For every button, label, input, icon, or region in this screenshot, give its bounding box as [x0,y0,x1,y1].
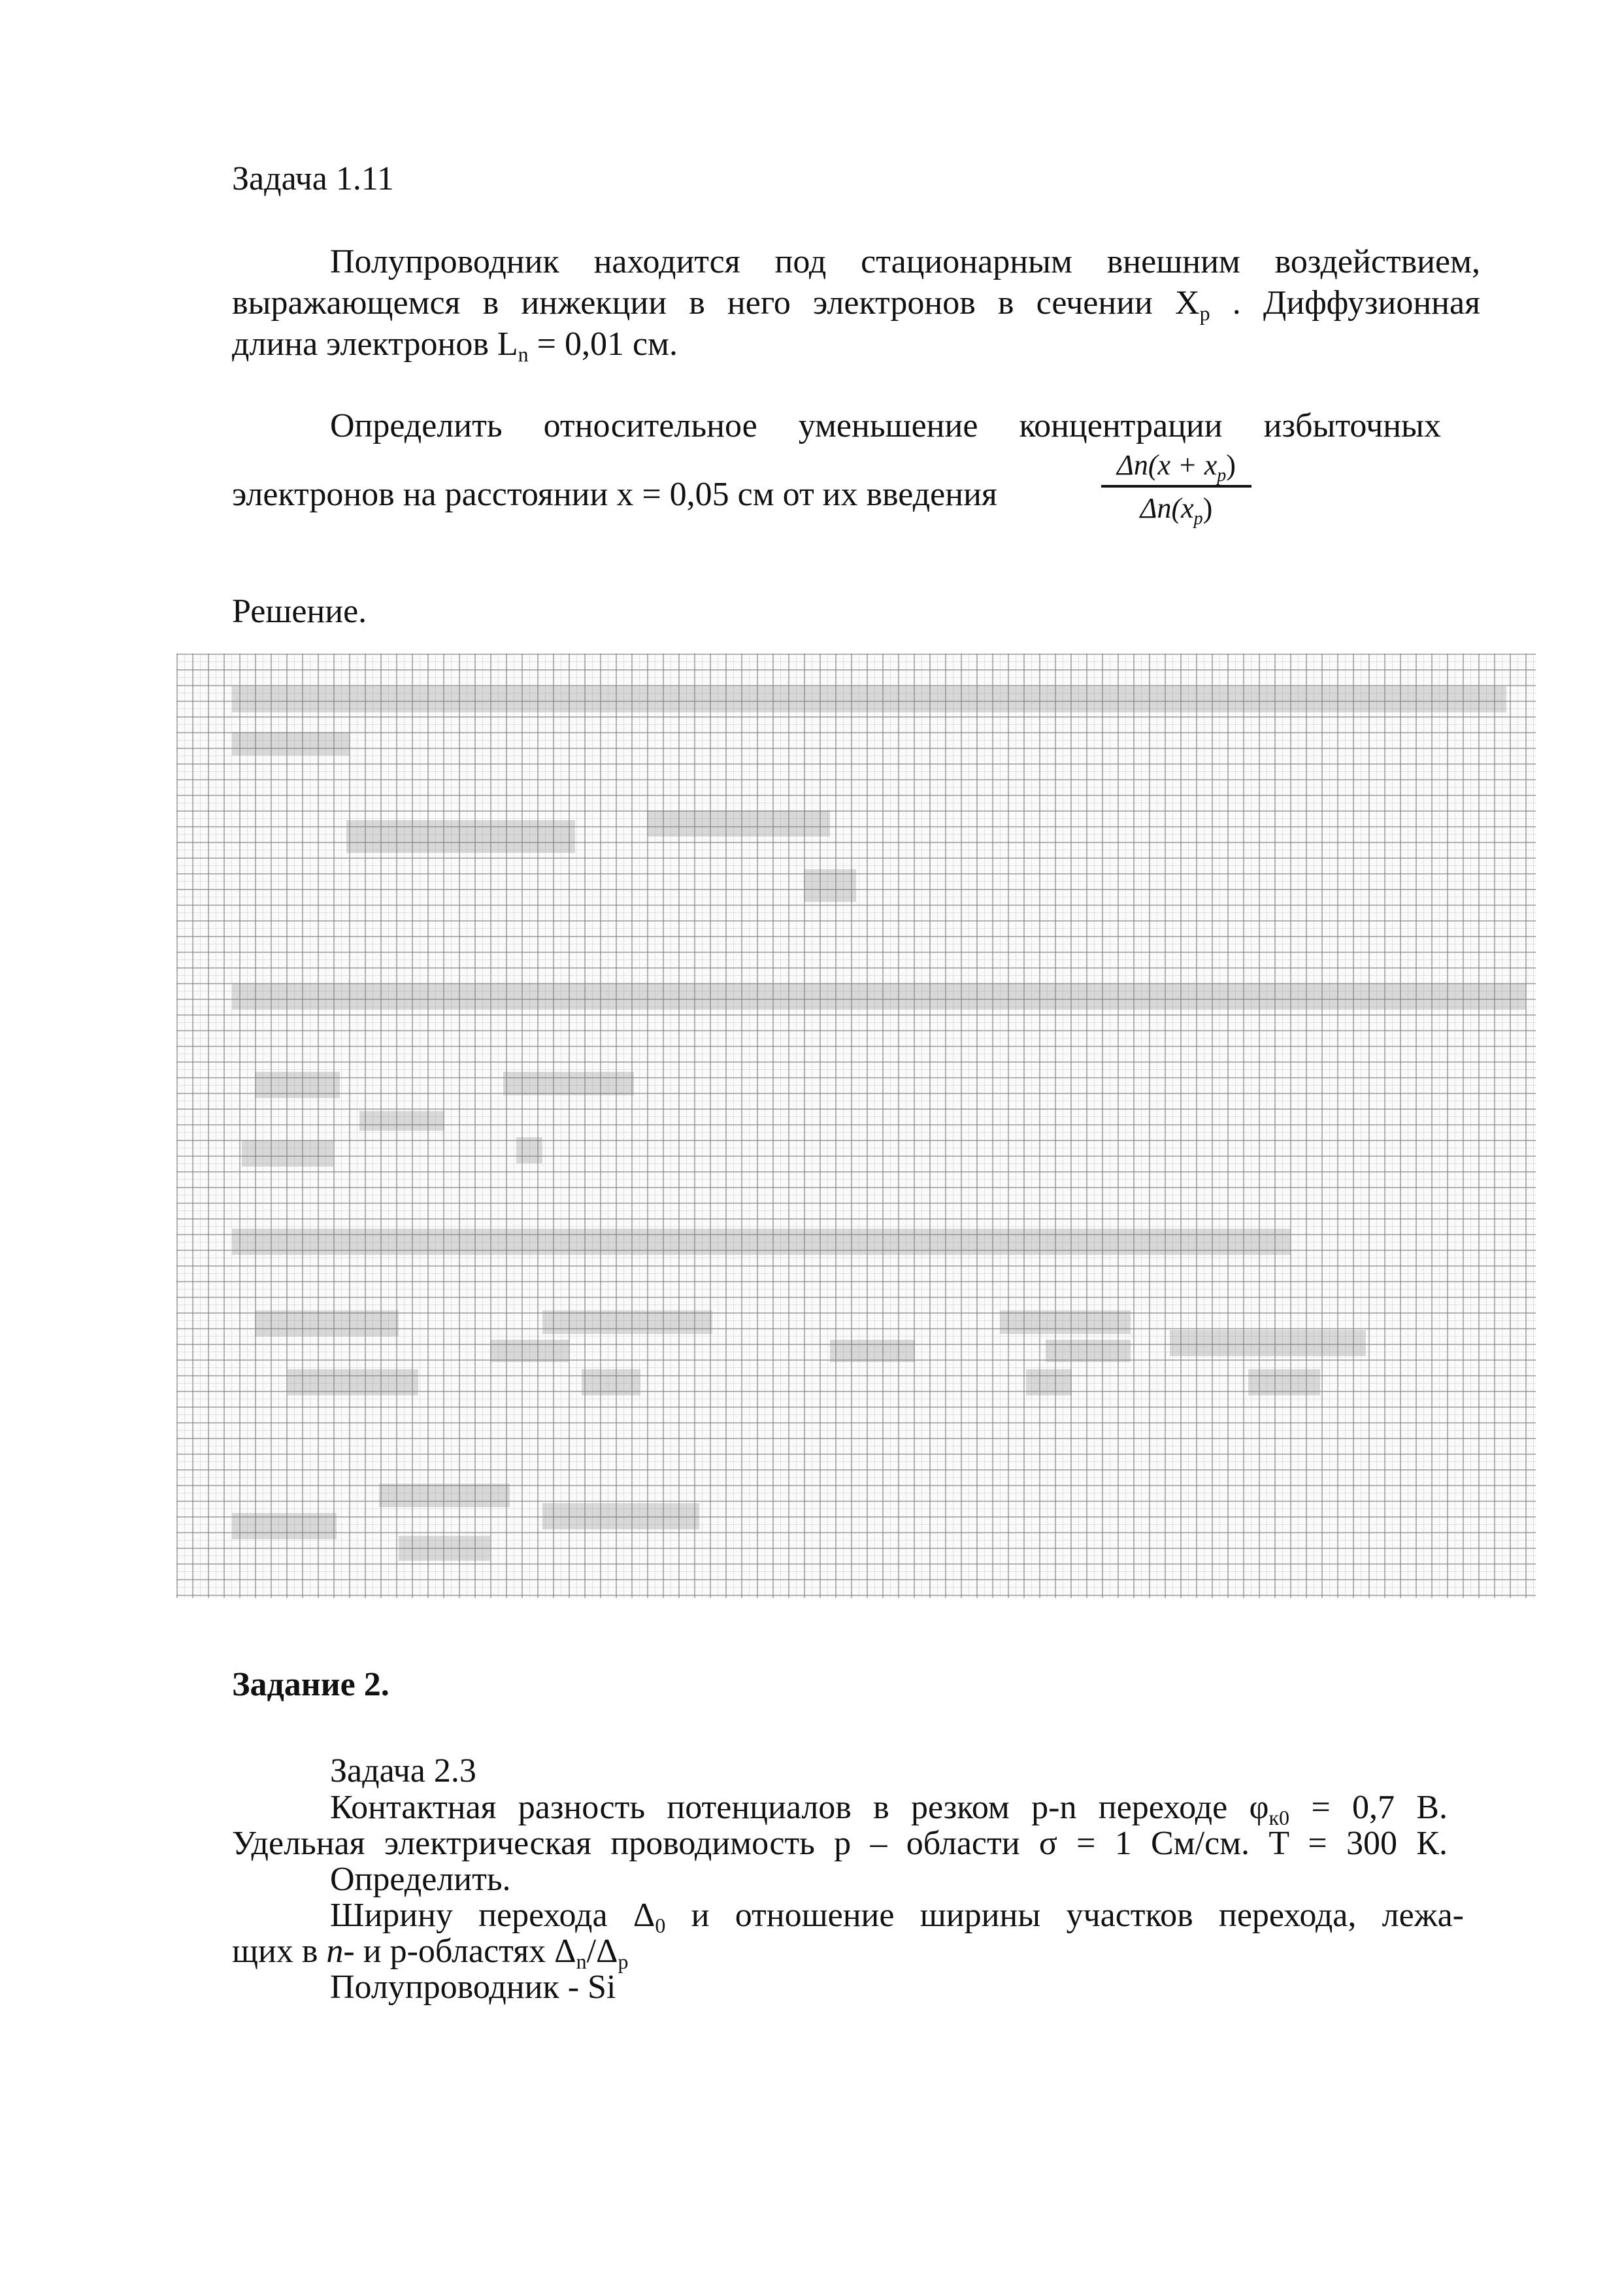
problem-text-line [232,325,678,366]
problem-text-line [330,1897,1464,1937]
subscript: p [618,1950,629,1973]
obscured-block [255,1310,399,1337]
obscured-block [379,1484,510,1507]
text-fragment: . Диффузионная [1210,284,1480,322]
formula-text: ) [1226,449,1236,481]
obscured-block [647,810,830,837]
obscured-block [542,1503,699,1529]
text-fragment: длина электронов L [232,325,518,363]
obscured-block [1000,1310,1131,1334]
obscured-block [242,1140,333,1167]
obscured-block [542,1310,712,1334]
obscured-block [232,732,350,756]
obscured-block [232,1229,1291,1255]
task-title: Задача 2.3 [330,1752,476,1789]
text-fragment: выражающемся в инжекции в него электронов в сечении X [232,284,1200,322]
obscured-block [232,984,1526,1010]
formula-text: Δn(x [1140,492,1194,524]
obscured-block [346,820,575,853]
obscured-block [232,1513,337,1539]
obscured-block [490,1340,569,1362]
problem-text-line [330,1789,1448,1829]
text-fragment: Контактная разность потенциалов в резком p-n переходе φ [330,1789,1269,1826]
text-fragment: = 0,01 см. [528,325,678,363]
subscript: n [518,342,529,366]
obscured-block [359,1111,444,1131]
obscured-block [830,1340,915,1362]
text-fragment: = 0,7 В. [1289,1789,1448,1826]
formula-text: ) [1202,492,1213,524]
solution-label: Решение. [232,593,367,630]
problem-text-line: Полупроводник находится под стационарным внешним воздействием, [330,243,1480,280]
text-fragment: /Δ [586,1933,618,1970]
problem-text-line [232,1933,629,1973]
problem-text-line [232,284,1480,325]
obscured-block [1026,1369,1072,1395]
subscript: n [576,1950,587,1973]
problem-text-line: Определить относительное уменьшение концентрации избыточных [330,407,1441,444]
section-heading: Задание 2. [232,1666,389,1703]
problem-text-line: Полупроводник - Si [330,1969,616,2006]
fraction-numerator [1101,451,1251,485]
obscured-block [399,1536,490,1561]
fraction-denominator [1101,492,1251,529]
obscured-block [1170,1330,1366,1356]
problem-text-line: электронов на расстоянии x = 0,05 см от их введения [232,476,997,513]
obscured-block [804,869,856,902]
fraction-bar [1101,485,1251,488]
problem-text-line: Удельная электрическая проводимость p – области σ = 1 См/см. T = 300 К. [232,1825,1448,1862]
obscured-block [516,1137,542,1163]
obscured-block [503,1072,634,1095]
subscript: p [1199,301,1210,325]
obscured-block [582,1369,640,1395]
text-fragment-italic: n [326,1933,344,1970]
text-fragment: щих в [232,1933,327,1970]
task-title: Задача 1.11 [232,160,394,197]
text-fragment: Ширину перехода Δ [330,1897,655,1934]
subscript: к0 [1268,1806,1290,1829]
fraction-formula [1101,449,1251,529]
obscured-block [288,1369,418,1395]
obscured-block [255,1072,340,1098]
obscured-block [232,686,1506,712]
subscript: p [1193,508,1203,529]
formula-text: Δn(x + x [1117,449,1218,481]
obscured-solution-area [176,654,1536,1598]
text-fragment: - и p-областях Δ [343,1933,576,1970]
obscured-block [1248,1369,1320,1395]
subscript: p [1217,465,1227,486]
subscript: 0 [655,1914,666,1937]
text-fragment: и отношение ширины участков перехода, лежа- [665,1897,1464,1934]
obscured-block [1046,1340,1131,1362]
problem-text-line: Определить. [330,1861,511,1898]
